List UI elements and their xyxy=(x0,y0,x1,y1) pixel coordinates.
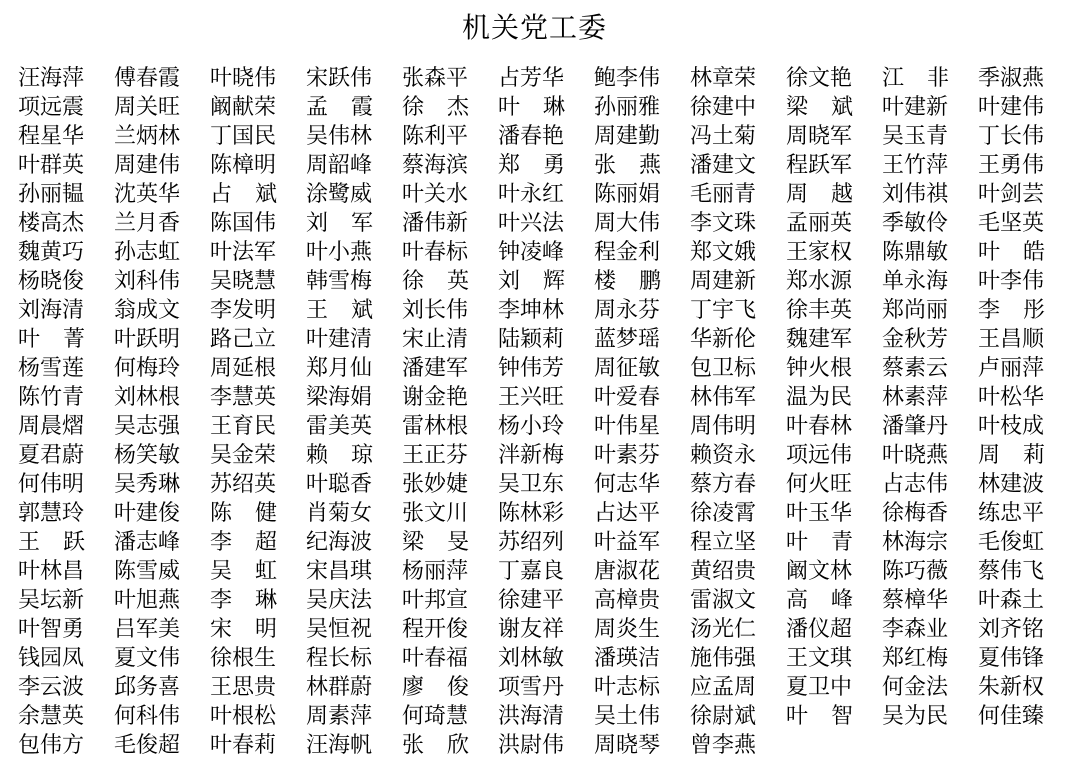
member-name: 周韶峰 xyxy=(306,153,373,178)
member-name: 毛丽青 xyxy=(690,182,757,207)
member-name: 谢友祥 xyxy=(498,617,565,642)
member-name: 程长标 xyxy=(306,646,373,671)
member-name: 洪海清 xyxy=(498,704,565,729)
member-name: 高樟贵 xyxy=(594,588,661,613)
member-name: 徐丰英 xyxy=(786,298,853,323)
member-name: 路己立 xyxy=(210,327,277,352)
member-name: 黄绍贵 xyxy=(690,559,757,584)
member-name: 刘齐铭 xyxy=(978,617,1045,642)
member-name: 叶琳 xyxy=(498,95,565,120)
member-name: 王昌顺 xyxy=(978,327,1045,352)
member-name: 叶素芬 xyxy=(594,443,661,468)
member-name: 王兴旺 xyxy=(498,385,565,410)
member-name: 阚献荣 xyxy=(210,95,277,120)
member-name: 叶智 xyxy=(786,704,853,729)
member-name: 丁嘉良 xyxy=(498,559,565,584)
member-name: 吴为民 xyxy=(882,704,949,729)
member-name: 苏绍英 xyxy=(210,472,277,497)
member-name: 徐建中 xyxy=(690,95,757,120)
member-name: 陈竹青 xyxy=(18,385,85,410)
page-title: 机关党工委 xyxy=(461,11,607,44)
member-name: 吴庆法 xyxy=(306,588,373,613)
member-name: 陈林彩 xyxy=(498,501,565,526)
member-name: 朱新权 xyxy=(978,675,1045,700)
member-name: 翁成文 xyxy=(114,298,181,323)
member-name: 余慧英 xyxy=(18,704,85,729)
member-name: 包卫标 xyxy=(690,356,757,381)
name-row xyxy=(18,673,1058,702)
name-row xyxy=(18,180,1058,209)
member-name: 孟霞 xyxy=(306,95,373,120)
member-name: 毛俊虹 xyxy=(978,530,1045,555)
member-name: 叶伟星 xyxy=(594,414,661,439)
member-name: 林建波 xyxy=(978,472,1045,497)
member-name: 蔡伟飞 xyxy=(978,559,1045,584)
member-name: 韩雪梅 xyxy=(306,269,373,294)
member-name: 项远震 xyxy=(18,95,85,120)
name-list xyxy=(18,64,1058,760)
member-name: 王斌 xyxy=(306,298,373,323)
member-name: 宋止清 xyxy=(402,327,469,352)
member-name: 叶旭燕 xyxy=(114,588,181,613)
member-name: 金秋芳 xyxy=(882,327,949,352)
member-name: 纪海波 xyxy=(306,530,373,555)
member-name: 周越 xyxy=(786,182,853,207)
member-name: 徐尉斌 xyxy=(690,704,757,729)
member-name: 冯土菊 xyxy=(690,124,757,149)
member-name: 刘林根 xyxy=(114,385,181,410)
member-name: 涂鹭威 xyxy=(306,182,373,207)
member-name: 郑水源 xyxy=(786,269,853,294)
member-name: 夏文伟 xyxy=(114,646,181,671)
member-name: 叶春莉 xyxy=(210,733,277,758)
member-name: 占斌 xyxy=(210,182,277,207)
member-name: 王勇伟 xyxy=(978,153,1045,178)
member-name: 张文川 xyxy=(402,501,469,526)
member-name: 叶春标 xyxy=(402,240,469,265)
member-name: 叶智勇 xyxy=(18,617,85,642)
member-name: 吴土伟 xyxy=(594,704,661,729)
member-name: 潘建军 xyxy=(402,356,469,381)
name-row xyxy=(18,731,1058,760)
member-name: 吴伟林 xyxy=(306,124,373,149)
member-name: 程金利 xyxy=(594,240,661,265)
member-name: 夏君蔚 xyxy=(18,443,85,468)
member-name: 林章荣 xyxy=(690,66,757,91)
member-name: 叶菁 xyxy=(18,327,85,352)
member-name: 刘辉 xyxy=(498,269,565,294)
name-row xyxy=(18,586,1058,615)
member-name: 赖琼 xyxy=(306,443,373,468)
member-name: 傅春霞 xyxy=(114,66,181,91)
member-name: 徐梅香 xyxy=(882,501,949,526)
member-name: 潘志峰 xyxy=(114,530,181,555)
member-name: 曾李燕 xyxy=(690,733,757,758)
member-name: 王竹萍 xyxy=(882,153,949,178)
member-name: 林伟军 xyxy=(690,385,757,410)
member-name: 程星华 xyxy=(18,124,85,149)
member-name: 何伟明 xyxy=(18,472,85,497)
member-name: 徐英 xyxy=(402,269,469,294)
member-name: 李超 xyxy=(210,530,277,555)
member-name: 何琦慧 xyxy=(402,704,469,729)
member-name: 刘军 xyxy=(306,211,373,236)
member-name: 叶关水 xyxy=(402,182,469,207)
member-name: 楼鹏 xyxy=(594,269,661,294)
name-row xyxy=(18,354,1058,383)
member-name: 徐杰 xyxy=(402,95,469,120)
member-name: 林海宗 xyxy=(882,530,949,555)
member-name: 叶永红 xyxy=(498,182,565,207)
member-name: 叶剑芸 xyxy=(978,182,1045,207)
member-name: 阚文林 xyxy=(786,559,853,584)
member-name: 李慧英 xyxy=(210,385,277,410)
member-name: 钟凌峰 xyxy=(498,240,565,265)
member-name: 叶林昌 xyxy=(18,559,85,584)
member-name: 卢丽萍 xyxy=(978,356,1045,381)
member-name: 何佳臻 xyxy=(978,704,1045,729)
member-name: 单永海 xyxy=(882,269,949,294)
name-row xyxy=(18,702,1058,731)
member-name: 周建新 xyxy=(690,269,757,294)
member-name: 楼高杰 xyxy=(18,211,85,236)
member-name: 包伟方 xyxy=(18,733,85,758)
member-name: 徐建平 xyxy=(498,588,565,613)
member-name: 温为民 xyxy=(786,385,853,410)
member-name: 陈国伟 xyxy=(210,211,277,236)
member-name: 叶晓伟 xyxy=(210,66,277,91)
member-name: 李云波 xyxy=(18,675,85,700)
member-name: 杨小玲 xyxy=(498,414,565,439)
member-name: 周伟明 xyxy=(690,414,757,439)
member-name: 陈樟明 xyxy=(210,153,277,178)
member-name: 叶跃明 xyxy=(114,327,181,352)
member-name: 蔡素云 xyxy=(882,356,949,381)
member-name: 陈巧薇 xyxy=(882,559,949,584)
member-name: 魏黄巧 xyxy=(18,240,85,265)
name-row xyxy=(18,64,1058,93)
member-name: 郑文娥 xyxy=(690,240,757,265)
member-name: 吴玉青 xyxy=(882,124,949,149)
member-name: 叶建清 xyxy=(306,327,373,352)
member-name: 杨丽萍 xyxy=(402,559,469,584)
member-name: 赖资永 xyxy=(690,443,757,468)
member-name: 占达平 xyxy=(594,501,661,526)
member-name: 练忠平 xyxy=(978,501,1045,526)
member-name: 毛坚英 xyxy=(978,211,1045,236)
name-row xyxy=(18,499,1058,528)
member-name: 张燕 xyxy=(594,153,661,178)
member-name: 邱务喜 xyxy=(114,675,181,700)
member-name: 叶邦宣 xyxy=(402,588,469,613)
member-name: 占志伟 xyxy=(882,472,949,497)
member-name: 何科伟 xyxy=(114,704,181,729)
member-name: 蔡海滨 xyxy=(402,153,469,178)
member-name: 刘伟祺 xyxy=(882,182,949,207)
member-name: 刘长伟 xyxy=(402,298,469,323)
member-name: 张森平 xyxy=(402,66,469,91)
member-name: 张妙婕 xyxy=(402,472,469,497)
member-name: 丁长伟 xyxy=(978,124,1045,149)
member-name: 陈利平 xyxy=(402,124,469,149)
member-name: 宋明 xyxy=(210,617,277,642)
member-name: 周晓琴 xyxy=(594,733,661,758)
member-name: 周炎生 xyxy=(594,617,661,642)
member-name: 周延根 xyxy=(210,356,277,381)
member-name: 谢金艳 xyxy=(402,385,469,410)
member-name: 叶皓 xyxy=(978,240,1045,265)
member-name: 程开俊 xyxy=(402,617,469,642)
member-name: 项雪丹 xyxy=(498,675,565,700)
member-name: 丁国民 xyxy=(210,124,277,149)
member-name: 王家权 xyxy=(786,240,853,265)
member-name: 郑月仙 xyxy=(306,356,373,381)
member-name: 潘肇丹 xyxy=(882,414,949,439)
member-name: 吴金荣 xyxy=(210,443,277,468)
member-name: 廖俊 xyxy=(402,675,469,700)
member-name: 叶群英 xyxy=(18,153,85,178)
member-name: 潘仪超 xyxy=(786,617,853,642)
member-name: 梁斌 xyxy=(786,95,853,120)
member-name: 周晨熠 xyxy=(18,414,85,439)
member-name: 王跃 xyxy=(18,530,85,555)
member-name: 陈丽娟 xyxy=(594,182,661,207)
member-name: 叶小燕 xyxy=(306,240,373,265)
member-name: 郭慧玲 xyxy=(18,501,85,526)
member-name: 叶建新 xyxy=(882,95,949,120)
member-name: 宋昌琪 xyxy=(306,559,373,584)
member-name: 夏伟锋 xyxy=(978,646,1045,671)
member-name: 华新伦 xyxy=(690,327,757,352)
member-name: 李文珠 xyxy=(690,211,757,236)
member-name: 蔡樟华 xyxy=(882,588,949,613)
name-row xyxy=(18,238,1058,267)
member-name: 潘春艳 xyxy=(498,124,565,149)
member-name: 汪海萍 xyxy=(18,66,85,91)
member-name: 蓝梦瑶 xyxy=(594,327,661,352)
member-name: 魏建军 xyxy=(786,327,853,352)
member-name: 周建伟 xyxy=(114,153,181,178)
name-row xyxy=(18,151,1058,180)
member-name: 郑尚丽 xyxy=(882,298,949,323)
member-name: 吴晓慧 xyxy=(210,269,277,294)
member-name: 程立坚 xyxy=(690,530,757,555)
member-name: 叶枝成 xyxy=(978,414,1045,439)
name-row xyxy=(18,209,1058,238)
member-name: 吴坛新 xyxy=(18,588,85,613)
member-name: 林群蔚 xyxy=(306,675,373,700)
member-name: 王思贵 xyxy=(210,675,277,700)
member-name: 李森业 xyxy=(882,617,949,642)
member-name: 叶兴法 xyxy=(498,211,565,236)
member-name: 汤光仁 xyxy=(690,617,757,642)
member-name: 季敏伶 xyxy=(882,211,949,236)
name-row xyxy=(18,296,1058,325)
member-name: 李发明 xyxy=(210,298,277,323)
member-name: 高峰 xyxy=(786,588,853,613)
member-name: 叶志标 xyxy=(594,675,661,700)
member-name: 何金法 xyxy=(882,675,949,700)
name-row xyxy=(18,267,1058,296)
member-name: 钟伟芳 xyxy=(498,356,565,381)
member-name: 刘林敏 xyxy=(498,646,565,671)
member-name: 毛俊超 xyxy=(114,733,181,758)
member-name: 张欣 xyxy=(402,733,469,758)
member-name: 周征敏 xyxy=(594,356,661,381)
member-name: 兰月香 xyxy=(114,211,181,236)
member-name: 叶建伟 xyxy=(978,95,1045,120)
member-name: 叶聪香 xyxy=(306,472,373,497)
member-name: 叶春福 xyxy=(402,646,469,671)
member-name: 唐淑花 xyxy=(594,559,661,584)
member-name: 孙志虹 xyxy=(114,240,181,265)
member-name: 季淑燕 xyxy=(978,66,1045,91)
member-name: 梁旻 xyxy=(402,530,469,555)
member-name: 周晓军 xyxy=(786,124,853,149)
member-name: 雷淑文 xyxy=(690,588,757,613)
member-name: 潘瑛洁 xyxy=(594,646,661,671)
member-name: 徐根生 xyxy=(210,646,277,671)
name-row xyxy=(18,528,1058,557)
member-name: 吴卫东 xyxy=(498,472,565,497)
name-row xyxy=(18,470,1058,499)
member-name: 雷美英 xyxy=(306,414,373,439)
member-name: 叶益军 xyxy=(594,530,661,555)
member-name: 鲍李伟 xyxy=(594,66,661,91)
member-name: 杨晓俊 xyxy=(18,269,85,294)
member-name: 占芳华 xyxy=(498,66,565,91)
member-name: 孙丽韫 xyxy=(18,182,85,207)
member-name: 郑红梅 xyxy=(882,646,949,671)
member-name: 刘科伟 xyxy=(114,269,181,294)
member-name: 程跃军 xyxy=(786,153,853,178)
member-name: 杨笑敏 xyxy=(114,443,181,468)
member-name: 陈鼎敏 xyxy=(882,240,949,265)
member-name: 施伟强 xyxy=(690,646,757,671)
member-name: 蔡方春 xyxy=(690,472,757,497)
member-name: 吴虹 xyxy=(210,559,277,584)
member-name: 苏绍列 xyxy=(498,530,565,555)
member-name: 叶建俊 xyxy=(114,501,181,526)
member-name: 孙丽雅 xyxy=(594,95,661,120)
member-name: 杨雪莲 xyxy=(18,356,85,381)
name-row xyxy=(18,615,1058,644)
member-name: 吴恒祝 xyxy=(306,617,373,642)
member-name: 吴志强 xyxy=(114,414,181,439)
name-row xyxy=(18,412,1058,441)
name-row xyxy=(18,441,1058,470)
member-name: 何火旺 xyxy=(786,472,853,497)
member-name: 宋跃伟 xyxy=(306,66,373,91)
member-name: 何梅玲 xyxy=(114,356,181,381)
member-name: 周莉 xyxy=(978,443,1045,468)
member-name: 夏卫中 xyxy=(786,675,853,700)
member-name: 吴秀琳 xyxy=(114,472,181,497)
member-name: 孟丽英 xyxy=(786,211,853,236)
member-name: 叶森土 xyxy=(978,588,1045,613)
member-name: 郑勇 xyxy=(498,153,565,178)
member-name: 钟火根 xyxy=(786,356,853,381)
member-name: 周素萍 xyxy=(306,704,373,729)
member-name: 沈英华 xyxy=(114,182,181,207)
name-row xyxy=(18,93,1058,122)
member-name: 陈健 xyxy=(210,501,277,526)
member-name: 叶春林 xyxy=(786,414,853,439)
member-name: 徐凌霄 xyxy=(690,501,757,526)
member-name: 钱园凤 xyxy=(18,646,85,671)
name-row xyxy=(18,122,1058,151)
member-name: 叶玉华 xyxy=(786,501,853,526)
member-name: 叶晓燕 xyxy=(882,443,949,468)
member-name: 肖菊女 xyxy=(306,501,373,526)
member-name: 叶松华 xyxy=(978,385,1045,410)
member-name: 周大伟 xyxy=(594,211,661,236)
member-name: 应孟周 xyxy=(690,675,757,700)
member-name: 潘建文 xyxy=(690,153,757,178)
member-name: 梁海娟 xyxy=(306,385,373,410)
member-name: 项远伟 xyxy=(786,443,853,468)
member-name: 王育民 xyxy=(210,414,277,439)
member-name: 潘伟新 xyxy=(402,211,469,236)
member-name: 叶根松 xyxy=(210,704,277,729)
member-name: 雷林根 xyxy=(402,414,469,439)
member-name: 周建勤 xyxy=(594,124,661,149)
member-name: 汪海帆 xyxy=(306,733,373,758)
member-name: 江非 xyxy=(882,66,949,91)
member-name: 泮新梅 xyxy=(498,443,565,468)
member-name: 周关旺 xyxy=(114,95,181,120)
member-name: 陈雪威 xyxy=(114,559,181,584)
member-name: 叶青 xyxy=(786,530,853,555)
member-name: 李琳 xyxy=(210,588,277,613)
name-row xyxy=(18,557,1058,586)
name-row xyxy=(18,325,1058,354)
member-name: 李坤林 xyxy=(498,298,565,323)
name-row xyxy=(18,644,1058,673)
member-name: 丁宇飞 xyxy=(690,298,757,323)
member-name: 林素萍 xyxy=(882,385,949,410)
member-name: 吕军美 xyxy=(114,617,181,642)
member-name: 兰炳林 xyxy=(114,124,181,149)
member-name: 叶李伟 xyxy=(978,269,1045,294)
member-name: 王文琪 xyxy=(786,646,853,671)
member-name: 陆颖莉 xyxy=(498,327,565,352)
member-name: 洪尉伟 xyxy=(498,733,565,758)
member-name: 李彤 xyxy=(978,298,1045,323)
member-name: 刘海清 xyxy=(18,298,85,323)
name-row xyxy=(18,383,1058,412)
member-name: 徐文艳 xyxy=(786,66,853,91)
member-name: 叶法军 xyxy=(210,240,277,265)
member-name: 周永芬 xyxy=(594,298,661,323)
member-name: 王正芬 xyxy=(402,443,469,468)
member-name: 叶爱春 xyxy=(594,385,661,410)
member-name: 何志华 xyxy=(594,472,661,497)
